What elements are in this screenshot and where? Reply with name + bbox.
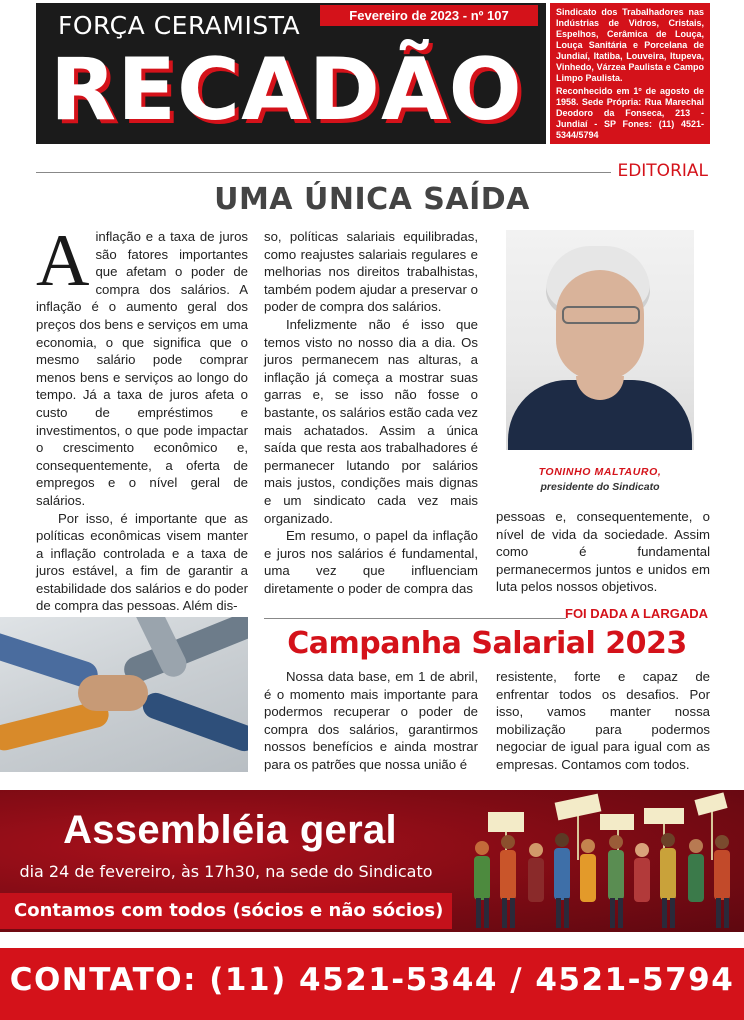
editorial-column-2	[264, 228, 478, 597]
campaign-tag: FOI DADA A LARGADA	[565, 606, 708, 621]
editorial-paragraph: pessoas e, consequentemente, o nível de vida da sociedade. Assim como é fundamental permanecermos juntos e unidos em luta pelos nossos objetivos.	[496, 509, 710, 595]
editorial-column-1	[36, 220, 248, 615]
campaign-column-1	[264, 668, 478, 774]
editorial-paragraph: Infelizmente não é isso que temos visto no nosso dia a dia. Os juros permanecem nas alturas, a inflação já começa a mostrar suas garras e, se isso não fosse o bastante, os salários estão cada vez mais achatados. Assim a única saída que resta aos trabalhadores é permanecer lutando por salários mais justos, condições mais dignas e um sindicato cada vez mais organizado.	[264, 316, 478, 526]
contact-text: CONTATO: (11) 4521-5344 / 4521-5794	[9, 962, 735, 998]
editorial-paragraph: Ainflação e a taxa de juros são fatores importantes que afetam o poder de compra dos salários. A inflação é o aumento geral dos preços dos bens e serviços em uma economia, o que significa que o mesmo salário pode comprar menos bens e serviços ao longo do tempo. Já a taxa de juros afeta o custo de empréstimos e investimentos, o que pode impactar o crescimento econômico e, consequentemente, a oferta de empregos e o nível geral de salários.	[36, 220, 248, 508]
campaign-column-2	[496, 668, 710, 774]
newspaper-title: RECADÃO	[50, 40, 523, 140]
assembly-title: Assembléia geral	[63, 808, 397, 852]
hands-together-photo	[0, 617, 248, 772]
caption-role: presidente do Sindicato	[540, 481, 660, 493]
protest-crowd-illustration	[460, 790, 744, 932]
assembly-details: dia 24 de fevereiro, às 17h30, na sede do Sindicato	[19, 862, 433, 881]
president-photo	[506, 230, 694, 450]
divider	[36, 172, 611, 173]
union-info-box	[550, 3, 710, 144]
caption-name: TONINHO MALTAURO,	[538, 466, 662, 478]
union-name: Sindicato dos Trabalhadores nas Indústrias de Vidros, Cristais, Espelhos, Cerâmica de Louça, Louça Sanitária e Porcelana de Jundiaí, Itatiba, Louveira, Itupeva, Vinhedo, Várzea Paulista e Campo Limpo Paulista.	[556, 7, 704, 83]
contact-bar	[0, 948, 744, 1020]
editorial-column-3	[496, 508, 710, 596]
divider	[264, 618, 566, 619]
editorial-paragraph: Por isso, é importante que as políticas econômicas visem manter a inflação controlada e a taxa de juros estável, a fim de garantir a estabilidade dos salários e do poder de compra das pessoas. Além dis-	[36, 510, 248, 614]
editorial-tag: EDITORIAL	[617, 161, 708, 181]
masthead	[36, 3, 546, 144]
drop-cap: A	[36, 220, 90, 302]
editorial-paragraph: so, políticas salariais equilibradas, como reajustes salariais regulares e melhorias nos direitos trabalhistas, também podem ajudar a preservar o poder de compra dos salários.	[264, 229, 478, 315]
editorial-headline: UMA ÚNICA SAÍDA	[214, 182, 530, 217]
assembly-banner	[0, 790, 744, 932]
masthead-subtitle: FORÇA CERAMISTA	[58, 11, 301, 40]
campaign-headline: Campanha Salarial 2023	[287, 626, 687, 661]
campaign-paragraph: Nossa data base, em 1 de abril, é o momento mais importante para podermos recuperar o poder de compra dos salários, garantirmos nossos benefícios e ainda mostrar para os patrões que nossa união é	[264, 669, 478, 772]
assembly-note: Contamos com todos (sócios e não sócios)	[14, 900, 444, 921]
union-details: Reconhecido em 1º de agosto de 1958. Sede Própria: Rua Marechal Deodoro da Fonseca, 213 - Jundiaí - SP Fones: (11) 4521-5344/5794	[556, 85, 704, 140]
campaign-paragraph: resistente, forte e capaz de enfrentar todos os desafios. Por isso, vamos manter nossa mobilização para podermos negociar de igual para igual com as empresas. Contamos com todos.	[496, 669, 710, 772]
editorial-paragraph: Em resumo, o papel da inflação e juros nos salários é fundamental, uma vez que influenciam diretamente o poder de compra das	[264, 528, 478, 596]
photo-caption	[500, 465, 700, 495]
issue-badge: Fevereiro de 2023 - nº 107	[320, 5, 538, 26]
